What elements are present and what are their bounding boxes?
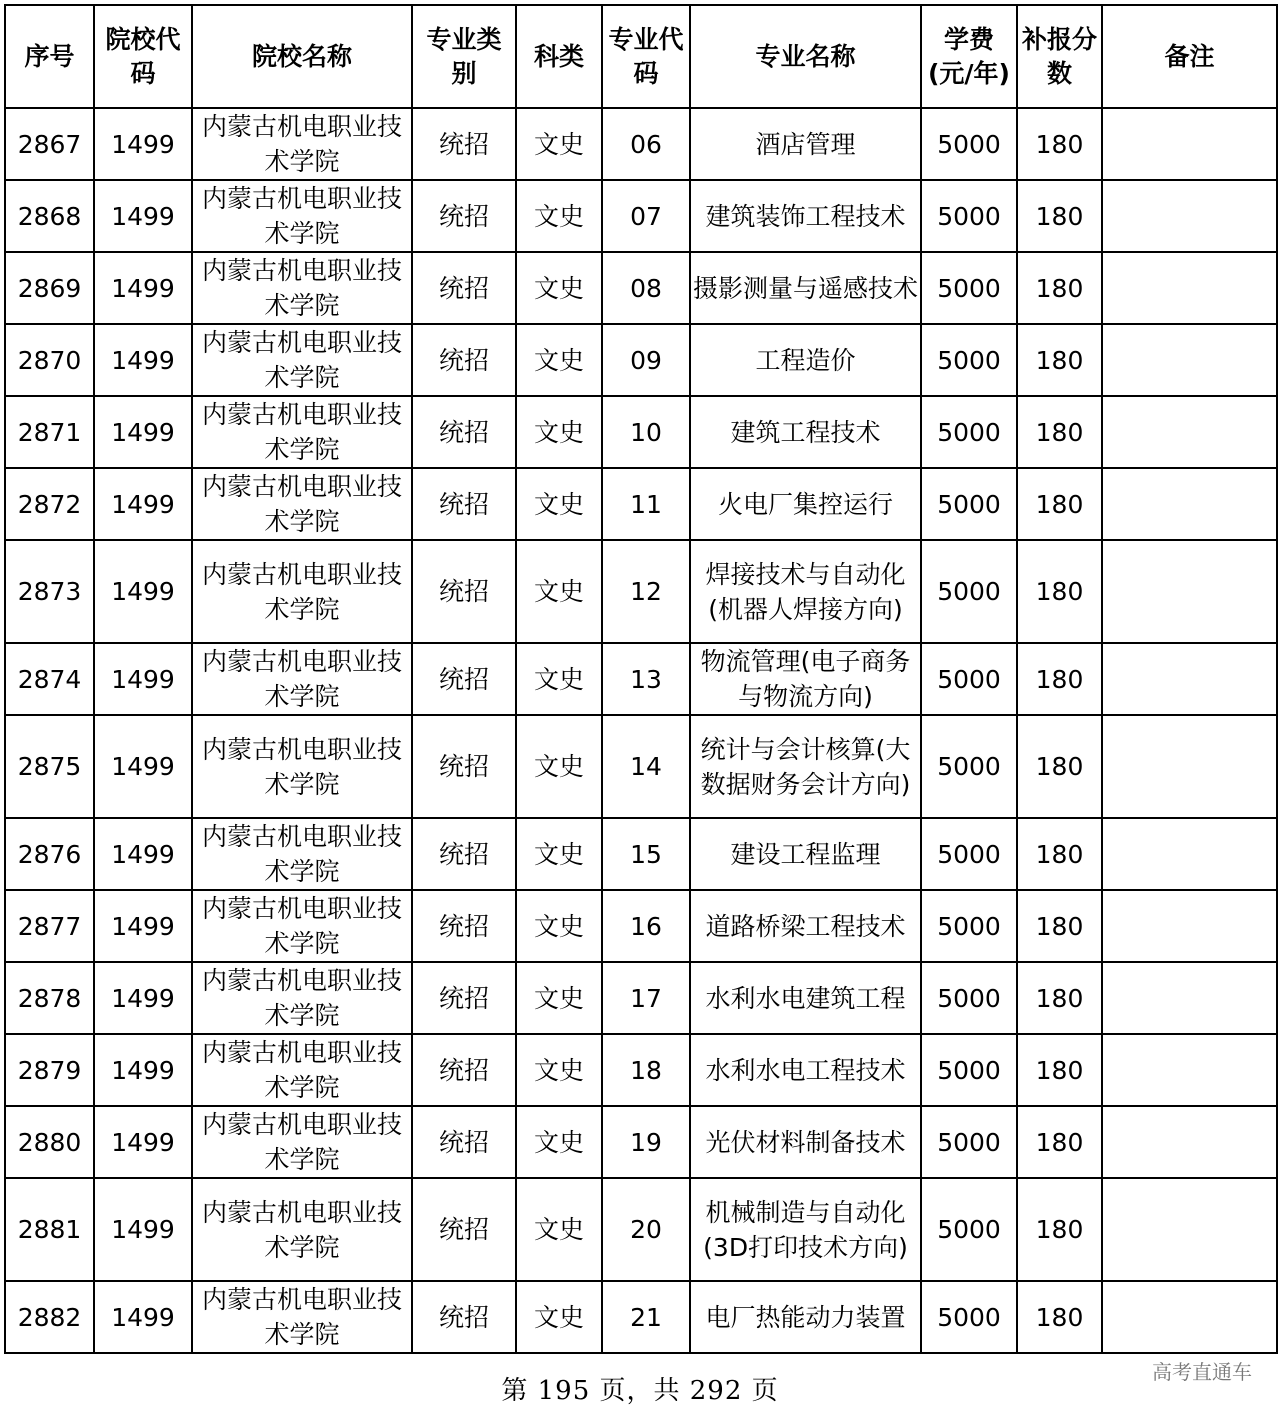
- cell-seq: 2876: [5, 818, 94, 890]
- cell-school-code: 1499: [94, 715, 192, 818]
- cell-major-name: 焊接技术与自动化(机器人焊接方向): [690, 540, 921, 643]
- cell-tuition: 5000: [921, 1178, 1017, 1281]
- cell-school-code: 1499: [94, 396, 192, 468]
- cell-note: [1102, 1178, 1277, 1281]
- cell-major-name: 建设工程监理: [690, 818, 921, 890]
- cell-school-name: 内蒙古机电职业技术学院: [192, 715, 412, 818]
- cell-subject: 文史: [516, 324, 602, 396]
- cell-seq: 2877: [5, 890, 94, 962]
- cell-major-name: 物流管理(电子商务与物流方向): [690, 643, 921, 715]
- cell-note: [1102, 715, 1277, 818]
- cell-major-name: 工程造价: [690, 324, 921, 396]
- cell-seq: 2869: [5, 252, 94, 324]
- cell-score: 180: [1017, 890, 1102, 962]
- cell-school-name: 内蒙古机电职业技术学院: [192, 1034, 412, 1106]
- table-row: [5, 818, 1277, 890]
- cell-note: [1102, 468, 1277, 540]
- cell-score: 180: [1017, 324, 1102, 396]
- cell-score: 180: [1017, 1281, 1102, 1353]
- cell-major-name: 酒店管理: [690, 108, 921, 180]
- cell-note: [1102, 180, 1277, 252]
- cell-school-name: 内蒙古机电职业技术学院: [192, 108, 412, 180]
- cell-subject: 文史: [516, 1034, 602, 1106]
- header-seq: 序号: [5, 5, 94, 108]
- cell-major-code: 20: [602, 1178, 690, 1281]
- cell-note: [1102, 818, 1277, 890]
- cell-tuition: 5000: [921, 180, 1017, 252]
- cell-school-name: 内蒙古机电职业技术学院: [192, 643, 412, 715]
- table-row: [5, 396, 1277, 468]
- cell-subject: 文史: [516, 715, 602, 818]
- cell-subject: 文史: [516, 468, 602, 540]
- cell-school-name: 内蒙古机电职业技术学院: [192, 962, 412, 1034]
- cell-tuition: 5000: [921, 252, 1017, 324]
- cell-category: 统招: [412, 180, 516, 252]
- cell-school-code: 1499: [94, 1178, 192, 1281]
- header-major-code: 专业代码: [602, 5, 690, 108]
- cell-school-code: 1499: [94, 540, 192, 643]
- cell-score: 180: [1017, 396, 1102, 468]
- cell-school-name: 内蒙古机电职业技术学院: [192, 1281, 412, 1353]
- cell-seq: 2874: [5, 643, 94, 715]
- cell-tuition: 5000: [921, 1034, 1017, 1106]
- cell-tuition: 5000: [921, 1281, 1017, 1353]
- table-row: [5, 108, 1277, 180]
- header-major-name: 专业名称: [690, 5, 921, 108]
- cell-major-name: 道路桥梁工程技术: [690, 890, 921, 962]
- cell-category: 统招: [412, 1281, 516, 1353]
- cell-category: 统招: [412, 252, 516, 324]
- cell-note: [1102, 1034, 1277, 1106]
- header-school-code: 院校代码: [94, 5, 192, 108]
- table-row: [5, 468, 1277, 540]
- cell-school-code: 1499: [94, 1034, 192, 1106]
- cell-seq: 2875: [5, 715, 94, 818]
- header-subject: 科类: [516, 5, 602, 108]
- cell-major-code: 12: [602, 540, 690, 643]
- cell-score: 180: [1017, 108, 1102, 180]
- cell-seq: 2879: [5, 1034, 94, 1106]
- table-row: [5, 715, 1277, 818]
- cell-seq: 2880: [5, 1106, 94, 1178]
- cell-subject: 文史: [516, 818, 602, 890]
- header-tuition: 学费(元/年): [921, 5, 1017, 108]
- cell-subject: 文史: [516, 1106, 602, 1178]
- table-row: [5, 962, 1277, 1034]
- cell-school-name: 内蒙古机电职业技术学院: [192, 890, 412, 962]
- cell-major-name: 统计与会计核算(大数据财务会计方向): [690, 715, 921, 818]
- cell-major-name: 机械制造与自动化(3D打印技术方向): [690, 1178, 921, 1281]
- cell-major-code: 13: [602, 643, 690, 715]
- cell-school-code: 1499: [94, 962, 192, 1034]
- cell-category: 统招: [412, 643, 516, 715]
- cell-score: 180: [1017, 818, 1102, 890]
- cell-major-name: 建筑装饰工程技术: [690, 180, 921, 252]
- table-row: [5, 643, 1277, 715]
- admission-table-container: [4, 4, 1276, 1354]
- cell-category: 统招: [412, 715, 516, 818]
- cell-seq: 2872: [5, 468, 94, 540]
- cell-category: 统招: [412, 1034, 516, 1106]
- cell-tuition: 5000: [921, 108, 1017, 180]
- cell-category: 统招: [412, 468, 516, 540]
- cell-tuition: 5000: [921, 540, 1017, 643]
- page-number-footer: 第 195 页，共 292 页: [501, 1376, 779, 1406]
- cell-major-code: 09: [602, 324, 690, 396]
- cell-note: [1102, 962, 1277, 1034]
- cell-major-name: 电厂热能动力装置: [690, 1281, 921, 1353]
- cell-major-code: 19: [602, 1106, 690, 1178]
- cell-note: [1102, 1106, 1277, 1178]
- header-school-name: 院校名称: [192, 5, 412, 108]
- cell-school-name: 内蒙古机电职业技术学院: [192, 468, 412, 540]
- cell-major-name: 水利水电工程技术: [690, 1034, 921, 1106]
- cell-school-code: 1499: [94, 324, 192, 396]
- cell-seq: 2873: [5, 540, 94, 643]
- cell-score: 180: [1017, 468, 1102, 540]
- cell-school-code: 1499: [94, 890, 192, 962]
- cell-major-code: 21: [602, 1281, 690, 1353]
- cell-tuition: 5000: [921, 468, 1017, 540]
- cell-score: 180: [1017, 962, 1102, 1034]
- cell-school-code: 1499: [94, 1281, 192, 1353]
- cell-note: [1102, 108, 1277, 180]
- cell-tuition: 5000: [921, 962, 1017, 1034]
- cell-major-name: 火电厂集控运行: [690, 468, 921, 540]
- cell-major-name: 水利水电建筑工程: [690, 962, 921, 1034]
- table-row: [5, 1281, 1277, 1353]
- cell-score: 180: [1017, 252, 1102, 324]
- table-header-row: [5, 5, 1277, 108]
- cell-category: 统招: [412, 108, 516, 180]
- cell-major-code: 10: [602, 396, 690, 468]
- cell-seq: 2867: [5, 108, 94, 180]
- cell-seq: 2868: [5, 180, 94, 252]
- cell-major-code: 15: [602, 818, 690, 890]
- cell-major-code: 07: [602, 180, 690, 252]
- cell-major-code: 08: [602, 252, 690, 324]
- cell-major-code: 14: [602, 715, 690, 818]
- cell-seq: 2871: [5, 396, 94, 468]
- cell-subject: 文史: [516, 1178, 602, 1281]
- cell-tuition: 5000: [921, 715, 1017, 818]
- cell-subject: 文史: [516, 643, 602, 715]
- table-row: [5, 252, 1277, 324]
- cell-school-code: 1499: [94, 818, 192, 890]
- cell-school-code: 1499: [94, 643, 192, 715]
- cell-school-name: 内蒙古机电职业技术学院: [192, 540, 412, 643]
- cell-score: 180: [1017, 1106, 1102, 1178]
- cell-school-code: 1499: [94, 108, 192, 180]
- cell-note: [1102, 324, 1277, 396]
- cell-score: 180: [1017, 540, 1102, 643]
- cell-major-code: 16: [602, 890, 690, 962]
- cell-category: 统招: [412, 1178, 516, 1281]
- cell-subject: 文史: [516, 108, 602, 180]
- cell-tuition: 5000: [921, 324, 1017, 396]
- cell-school-code: 1499: [94, 468, 192, 540]
- cell-seq: 2878: [5, 962, 94, 1034]
- cell-school-name: 内蒙古机电职业技术学院: [192, 1106, 412, 1178]
- cell-major-name: 光伏材料制备技术: [690, 1106, 921, 1178]
- cell-major-code: 18: [602, 1034, 690, 1106]
- cell-major-code: 11: [602, 468, 690, 540]
- cell-category: 统招: [412, 324, 516, 396]
- cell-subject: 文史: [516, 540, 602, 643]
- cell-note: [1102, 890, 1277, 962]
- admission-table: [4, 4, 1278, 1354]
- cell-subject: 文史: [516, 890, 602, 962]
- cell-category: 统招: [412, 1106, 516, 1178]
- cell-category: 统招: [412, 890, 516, 962]
- cell-school-name: 内蒙古机电职业技术学院: [192, 324, 412, 396]
- cell-category: 统招: [412, 818, 516, 890]
- cell-tuition: 5000: [921, 643, 1017, 715]
- cell-tuition: 5000: [921, 396, 1017, 468]
- cell-category: 统招: [412, 396, 516, 468]
- cell-school-name: 内蒙古机电职业技术学院: [192, 252, 412, 324]
- table-row: [5, 1178, 1277, 1281]
- header-score: 补报分数: [1017, 5, 1102, 108]
- cell-score: 180: [1017, 715, 1102, 818]
- table-row: [5, 890, 1277, 962]
- cell-note: [1102, 396, 1277, 468]
- cell-school-name: 内蒙古机电职业技术学院: [192, 818, 412, 890]
- cell-school-name: 内蒙古机电职业技术学院: [192, 1178, 412, 1281]
- cell-major-code: 17: [602, 962, 690, 1034]
- cell-seq: 2870: [5, 324, 94, 396]
- cell-subject: 文史: [516, 180, 602, 252]
- cell-note: [1102, 540, 1277, 643]
- cell-score: 180: [1017, 643, 1102, 715]
- cell-school-code: 1499: [94, 180, 192, 252]
- header-note: 备注: [1102, 5, 1277, 108]
- cell-subject: 文史: [516, 396, 602, 468]
- cell-school-code: 1499: [94, 252, 192, 324]
- cell-note: [1102, 252, 1277, 324]
- cell-note: [1102, 643, 1277, 715]
- cell-note: [1102, 1281, 1277, 1353]
- header-category: 专业类别: [412, 5, 516, 108]
- table-row: [5, 180, 1277, 252]
- cell-score: 180: [1017, 180, 1102, 252]
- cell-category: 统招: [412, 540, 516, 643]
- table-row: [5, 1034, 1277, 1106]
- cell-subject: 文史: [516, 1281, 602, 1353]
- cell-score: 180: [1017, 1034, 1102, 1106]
- cell-seq: 2882: [5, 1281, 94, 1353]
- cell-subject: 文史: [516, 962, 602, 1034]
- cell-major-name: 建筑工程技术: [690, 396, 921, 468]
- table-row: [5, 540, 1277, 643]
- cell-category: 统招: [412, 962, 516, 1034]
- watermark: 高考直通车: [1152, 1360, 1252, 1384]
- cell-tuition: 5000: [921, 818, 1017, 890]
- cell-score: 180: [1017, 1178, 1102, 1281]
- cell-school-code: 1499: [94, 1106, 192, 1178]
- cell-major-name: 摄影测量与遥感技术: [690, 252, 921, 324]
- table-row: [5, 324, 1277, 396]
- cell-seq: 2881: [5, 1178, 94, 1281]
- cell-school-name: 内蒙古机电职业技术学院: [192, 180, 412, 252]
- table-row: [5, 1106, 1277, 1178]
- cell-subject: 文史: [516, 252, 602, 324]
- cell-tuition: 5000: [921, 1106, 1017, 1178]
- cell-tuition: 5000: [921, 890, 1017, 962]
- cell-major-code: 06: [602, 108, 690, 180]
- cell-school-name: 内蒙古机电职业技术学院: [192, 396, 412, 468]
